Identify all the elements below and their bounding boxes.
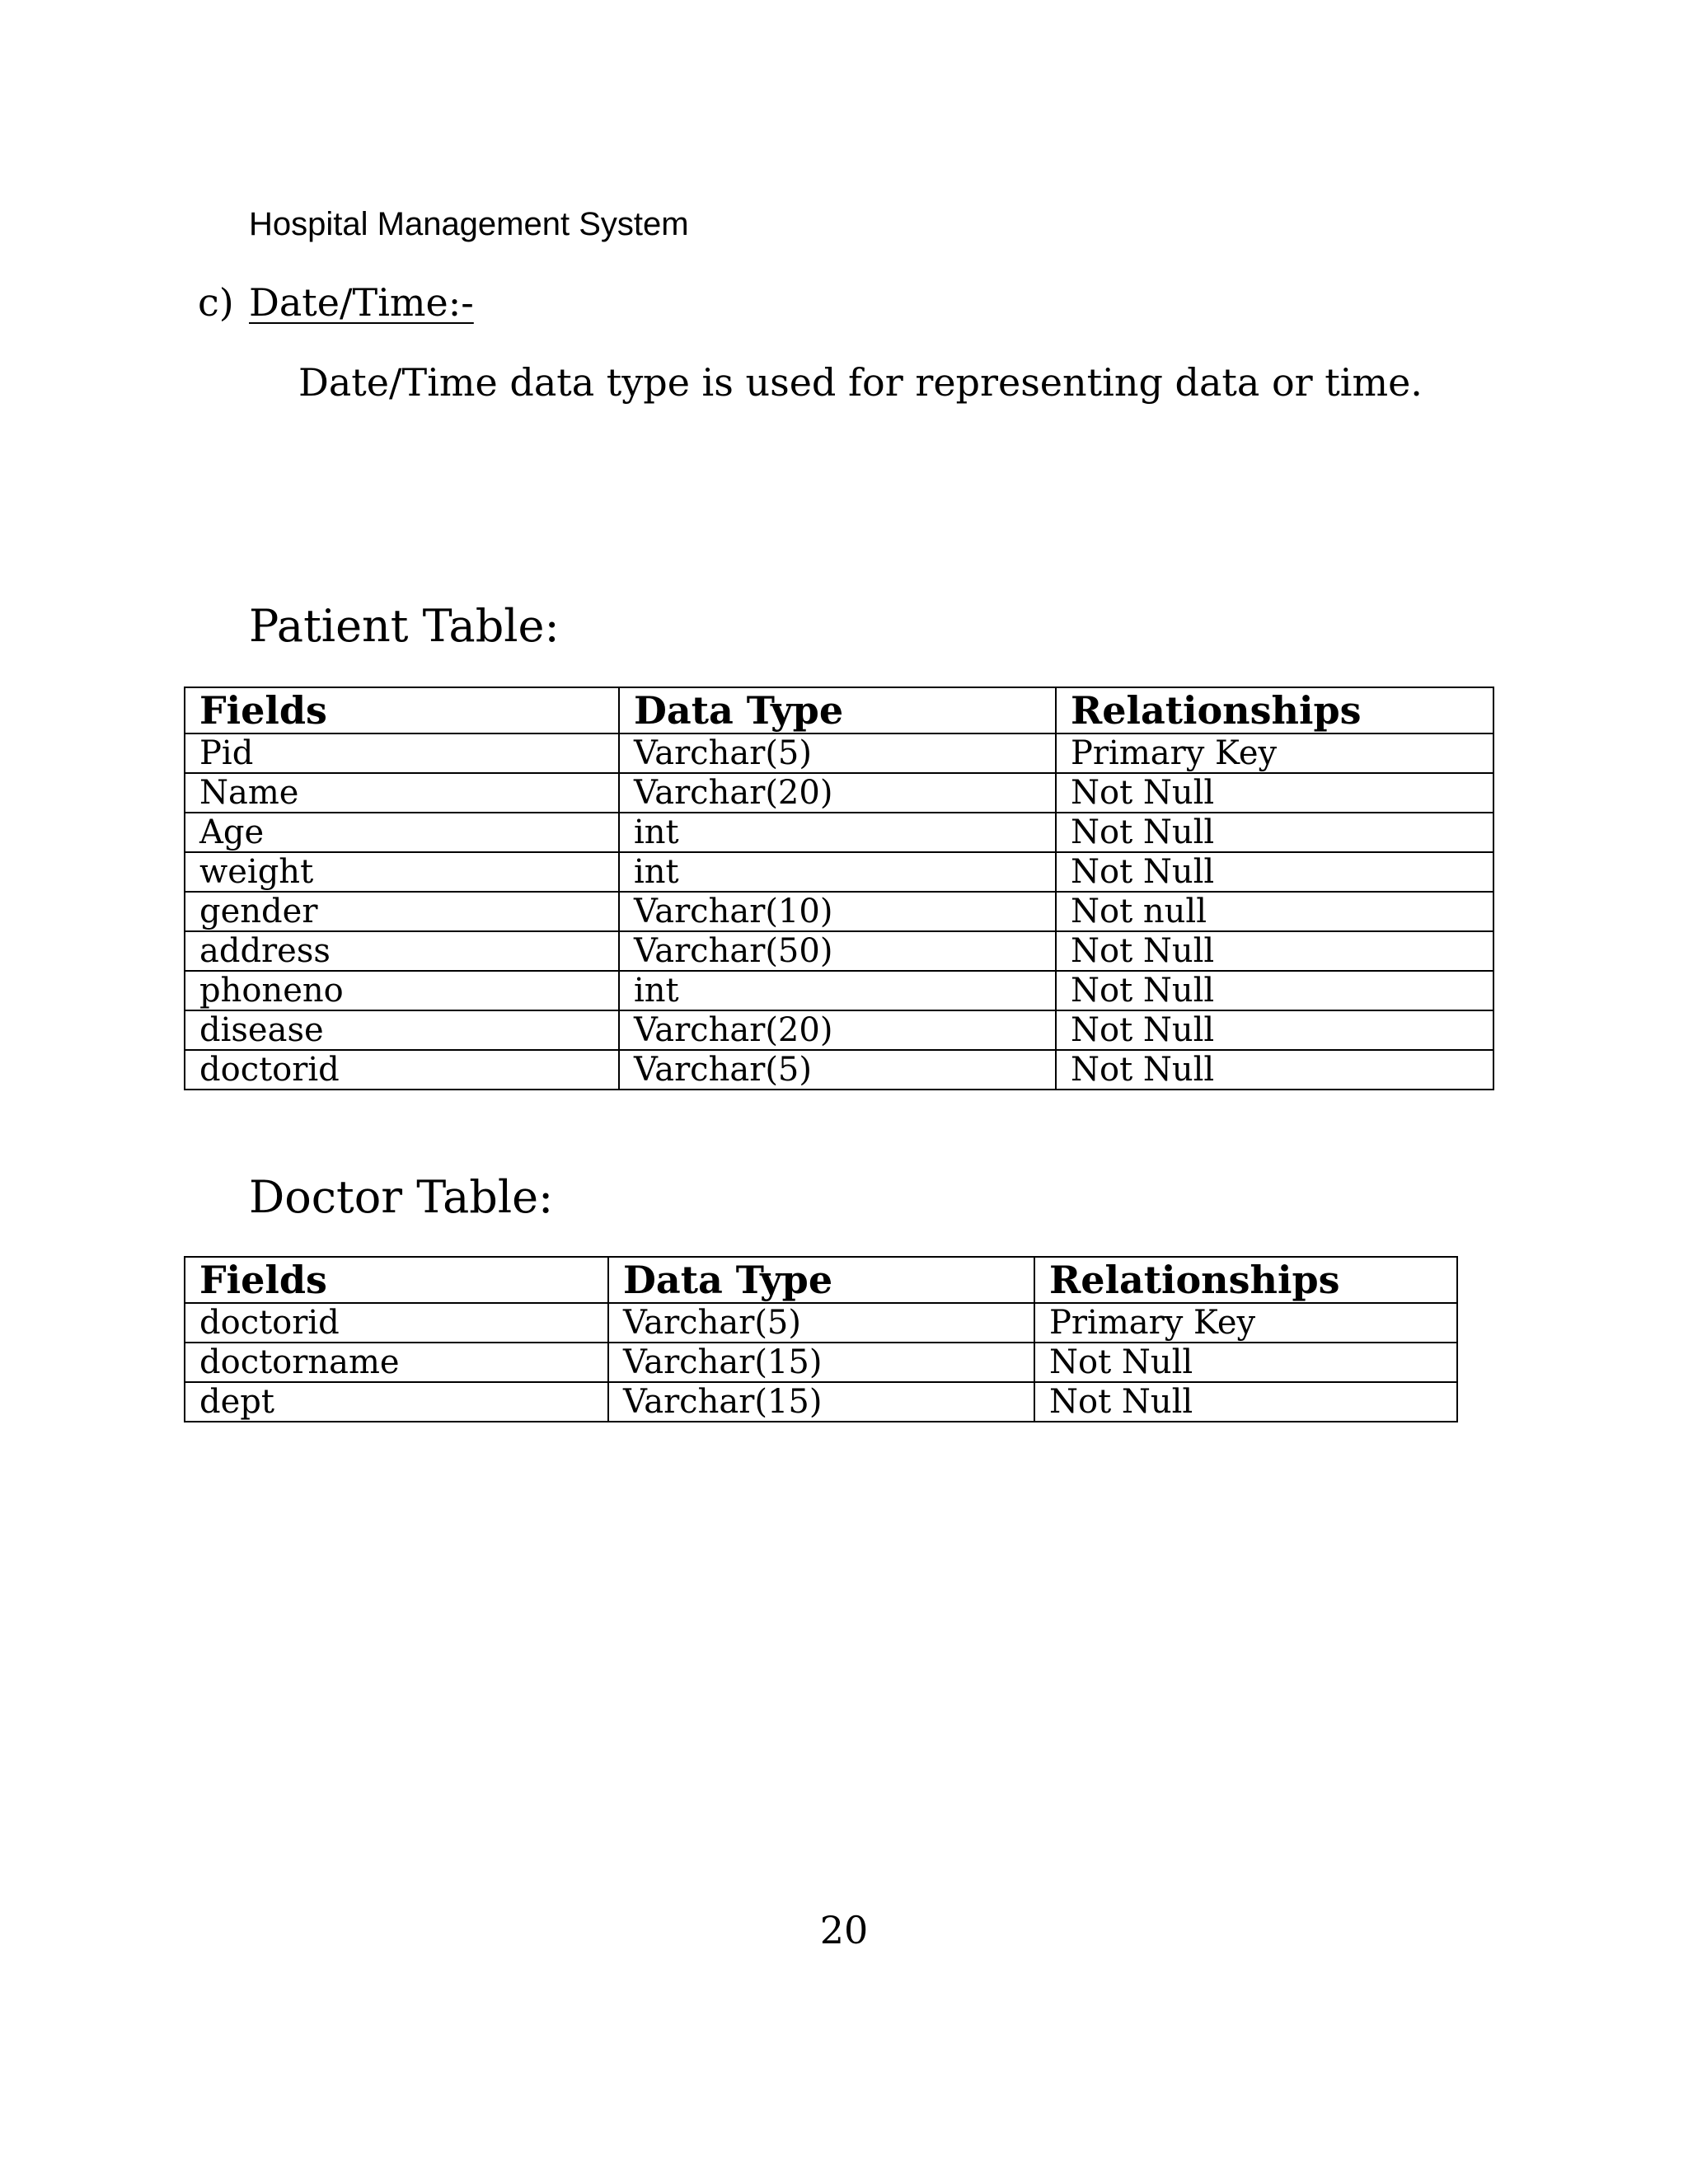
data-type-cell: Varchar(5) — [608, 1303, 1034, 1343]
table-row — [185, 852, 1493, 892]
data-type-cell: int — [619, 813, 1056, 852]
section-heading — [198, 276, 474, 329]
field-cell: disease — [185, 1010, 619, 1050]
field-cell: dept — [185, 1382, 608, 1422]
relationship-cell: Not Null — [1056, 1010, 1493, 1050]
data-type-cell: Varchar(50) — [619, 931, 1056, 971]
field-cell: doctorid — [185, 1303, 608, 1343]
column-header: Relationships — [1034, 1257, 1457, 1303]
page-number: 20 — [819, 1908, 869, 1952]
doctor-table-caption: Doctor Table: — [249, 1171, 554, 1223]
patient-table — [184, 687, 1494, 1090]
data-type-cell: Varchar(20) — [619, 773, 1056, 813]
relationship-cell: Not Null — [1056, 1050, 1493, 1090]
relationship-cell: Primary Key — [1056, 733, 1493, 773]
data-type-cell: Varchar(5) — [619, 1050, 1056, 1090]
field-cell: Pid — [185, 733, 619, 773]
column-header: Data Type — [619, 687, 1056, 733]
table-header-row — [185, 1257, 1457, 1303]
column-header: Fields — [185, 687, 619, 733]
relationship-cell: Not Null — [1056, 813, 1493, 852]
relationship-cell: Not null — [1056, 892, 1493, 931]
doctor-table — [184, 1256, 1458, 1422]
data-type-cell: int — [619, 852, 1056, 892]
relationship-cell: Not Null — [1056, 852, 1493, 892]
patient-table-caption: Patient Table: — [249, 600, 560, 652]
data-type-cell: Varchar(20) — [619, 1010, 1056, 1050]
table-row — [185, 1303, 1457, 1343]
section-title: Date/Time:- — [249, 280, 474, 325]
section-marker: c) — [198, 280, 234, 325]
field-cell: weight — [185, 852, 619, 892]
relationship-cell: Not Null — [1034, 1343, 1457, 1382]
table-row — [185, 1010, 1493, 1050]
column-header: Relationships — [1056, 687, 1493, 733]
data-type-cell: Varchar(5) — [619, 733, 1056, 773]
field-cell: gender — [185, 892, 619, 931]
column-header: Fields — [185, 1257, 608, 1303]
field-cell: phoneno — [185, 971, 619, 1010]
field-cell: Age — [185, 813, 619, 852]
section-description: Date/Time data type is used for representing data or time. — [298, 360, 1423, 405]
table-row — [185, 892, 1493, 931]
field-cell: doctorid — [185, 1050, 619, 1090]
field-cell: doctorname — [185, 1343, 608, 1382]
field-cell: Name — [185, 773, 619, 813]
relationship-cell: Not Null — [1056, 971, 1493, 1010]
table-row — [185, 733, 1493, 773]
data-type-cell: Varchar(10) — [619, 892, 1056, 931]
table-row — [185, 1343, 1457, 1382]
field-cell: address — [185, 931, 619, 971]
table-row — [185, 773, 1493, 813]
data-type-cell: Varchar(15) — [608, 1343, 1034, 1382]
table-row — [185, 1382, 1457, 1422]
table-header-row — [185, 687, 1493, 733]
relationship-cell: Not Null — [1056, 931, 1493, 971]
table-row — [185, 813, 1493, 852]
table-row — [185, 1050, 1493, 1090]
relationship-cell: Not Null — [1034, 1382, 1457, 1422]
relationship-cell: Not Null — [1056, 773, 1493, 813]
document-header: Hospital Management System — [249, 206, 689, 242]
table-row — [185, 931, 1493, 971]
table-row — [185, 971, 1493, 1010]
data-type-cell: Varchar(15) — [608, 1382, 1034, 1422]
column-header: Data Type — [608, 1257, 1034, 1303]
data-type-cell: int — [619, 971, 1056, 1010]
relationship-cell: Primary Key — [1034, 1303, 1457, 1343]
